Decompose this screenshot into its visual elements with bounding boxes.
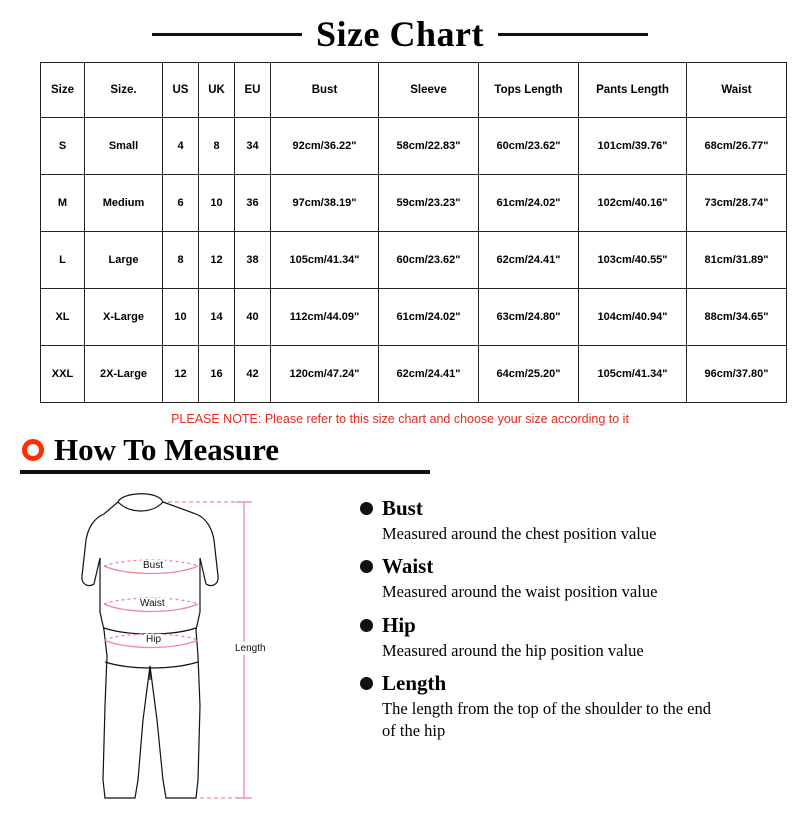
cell-pants-length: 105cm/41.34" xyxy=(579,346,687,403)
column-header-waist: Waist xyxy=(687,63,787,118)
figure-label-waist: Waist xyxy=(140,598,165,609)
cell-sleeve: 60cm/23.62" xyxy=(379,232,479,289)
column-header-uk: UK xyxy=(199,63,235,118)
column-header-size: Size xyxy=(41,63,85,118)
cell-eu: 42 xyxy=(235,346,271,403)
column-header-eu: EU xyxy=(235,63,271,118)
cell-bust: 105cm/41.34" xyxy=(271,232,379,289)
table-row xyxy=(41,346,787,403)
page-title-row xyxy=(0,0,800,58)
cell-bust: 120cm/47.24" xyxy=(271,346,379,403)
cell-uk: 8 xyxy=(199,118,235,175)
figure-label-hip: Hip xyxy=(146,634,162,645)
how-to-measure-body xyxy=(0,474,800,810)
column-header-us: US xyxy=(163,63,199,118)
cell-waist: 68cm/26.77" xyxy=(687,118,787,175)
cell-bust: 92cm/36.22" xyxy=(271,118,379,175)
cell-uk: 16 xyxy=(199,346,235,403)
cell-size: XXL xyxy=(41,346,85,403)
table-row xyxy=(41,232,787,289)
cell-waist: 73cm/28.74" xyxy=(687,175,787,232)
cell-sleeve: 58cm/22.83" xyxy=(379,118,479,175)
size-chart-note: PLEASE NOTE: Please refer to this size chart and choose your size according to it xyxy=(171,412,629,426)
measurement-point-heading xyxy=(360,496,800,521)
column-header-tops-length: Tops Length xyxy=(479,63,579,118)
cell-size: S xyxy=(41,118,85,175)
cell-bust: 97cm/38.19" xyxy=(271,175,379,232)
measurement-point-heading xyxy=(360,554,800,579)
size-chart-table xyxy=(40,62,787,403)
measurement-point-title: Length xyxy=(382,670,447,695)
cell-us: 6 xyxy=(163,175,199,232)
cell-uk: 14 xyxy=(199,289,235,346)
how-to-measure-title: How To Measure xyxy=(54,432,280,467)
column-header-sleeve: Sleeve xyxy=(379,63,479,118)
table-header-row xyxy=(41,63,787,118)
cell-sleeve: 61cm/24.02" xyxy=(379,289,479,346)
cell-size-name: Medium xyxy=(85,175,163,232)
bullet-dot-icon xyxy=(360,502,373,515)
cell-size-name: 2X-Large xyxy=(85,346,163,403)
bullet-dot-icon xyxy=(360,677,373,690)
cell-pants-length: 102cm/40.16" xyxy=(579,175,687,232)
cell-us: 10 xyxy=(163,289,199,346)
ring-bullet-icon xyxy=(22,439,44,461)
title-rule-right xyxy=(498,33,648,36)
page-title: Size Chart xyxy=(316,14,484,54)
cell-eu: 38 xyxy=(235,232,271,289)
cell-eu: 34 xyxy=(235,118,271,175)
bullet-dot-icon xyxy=(360,619,373,632)
cell-waist: 88cm/34.65" xyxy=(687,289,787,346)
column-header-bust: Bust xyxy=(271,63,379,118)
cell-eu: 36 xyxy=(235,175,271,232)
measurement-point-desc: Measured around the chest position value xyxy=(382,524,657,543)
cell-uk: 10 xyxy=(199,175,235,232)
cell-size-name: X-Large xyxy=(85,289,163,346)
measurement-point-desc: Measured around the waist position value xyxy=(382,582,658,602)
measurement-point-title: Waist xyxy=(382,554,434,579)
cell-sleeve: 59cm/23.23" xyxy=(379,175,479,232)
measurement-point-heading xyxy=(360,613,800,638)
measurement-point-bust xyxy=(360,496,800,545)
column-header-size-name: Size. xyxy=(85,63,163,118)
figure-label-bust: Bust xyxy=(143,560,164,571)
measurement-point-desc: The length from the top of the shoulder to the end of the hip xyxy=(382,698,712,741)
cell-tops-length: 62cm/24.41" xyxy=(479,232,579,289)
cell-uk: 12 xyxy=(199,232,235,289)
measurement-point-length xyxy=(360,671,800,743)
cell-size: L xyxy=(41,232,85,289)
cell-tops-length: 60cm/23.62" xyxy=(479,118,579,175)
cell-us: 8 xyxy=(163,232,199,289)
how-to-measure-header xyxy=(0,426,800,468)
cell-size: XL xyxy=(41,289,85,346)
cell-size: M xyxy=(41,175,85,232)
title-rule-left xyxy=(152,33,302,36)
bullet-dot-icon xyxy=(360,560,373,573)
cell-size-name: Small xyxy=(85,118,163,175)
cell-eu: 40 xyxy=(235,289,271,346)
cell-waist: 81cm/31.89" xyxy=(687,232,787,289)
cell-bust: 112cm/44.09" xyxy=(271,289,379,346)
measurement-points-list xyxy=(360,480,800,810)
table-row xyxy=(41,175,787,232)
cell-pants-length: 104cm/40.94" xyxy=(579,289,687,346)
cell-waist: 96cm/37.80" xyxy=(687,346,787,403)
cell-us: 12 xyxy=(163,346,199,403)
measurement-point-desc: Measured around the hip position value xyxy=(382,640,644,660)
cell-pants-length: 103cm/40.55" xyxy=(579,232,687,289)
cell-sleeve: 62cm/24.41" xyxy=(379,346,479,403)
figure-label-length: Length xyxy=(235,643,266,654)
measurement-point-heading xyxy=(360,671,800,696)
measurement-point-waist xyxy=(360,554,800,603)
cell-pants-length: 101cm/39.76" xyxy=(579,118,687,175)
measurement-point-hip xyxy=(360,613,800,662)
column-header-pants-length: Pants Length xyxy=(579,63,687,118)
cell-tops-length: 63cm/24.80" xyxy=(479,289,579,346)
cell-tops-length: 64cm/25.20" xyxy=(479,346,579,403)
size-chart-table-wrapper xyxy=(0,58,800,403)
cell-us: 4 xyxy=(163,118,199,175)
cell-tops-length: 61cm/24.02" xyxy=(479,175,579,232)
body-diagram-svg xyxy=(0,480,360,810)
table-row xyxy=(41,289,787,346)
measurement-point-title: Hip xyxy=(382,612,416,637)
cell-size-name: Large xyxy=(85,232,163,289)
measurement-point-title: Bust xyxy=(382,496,423,520)
measurement-figure xyxy=(0,480,360,810)
table-row xyxy=(41,118,787,175)
